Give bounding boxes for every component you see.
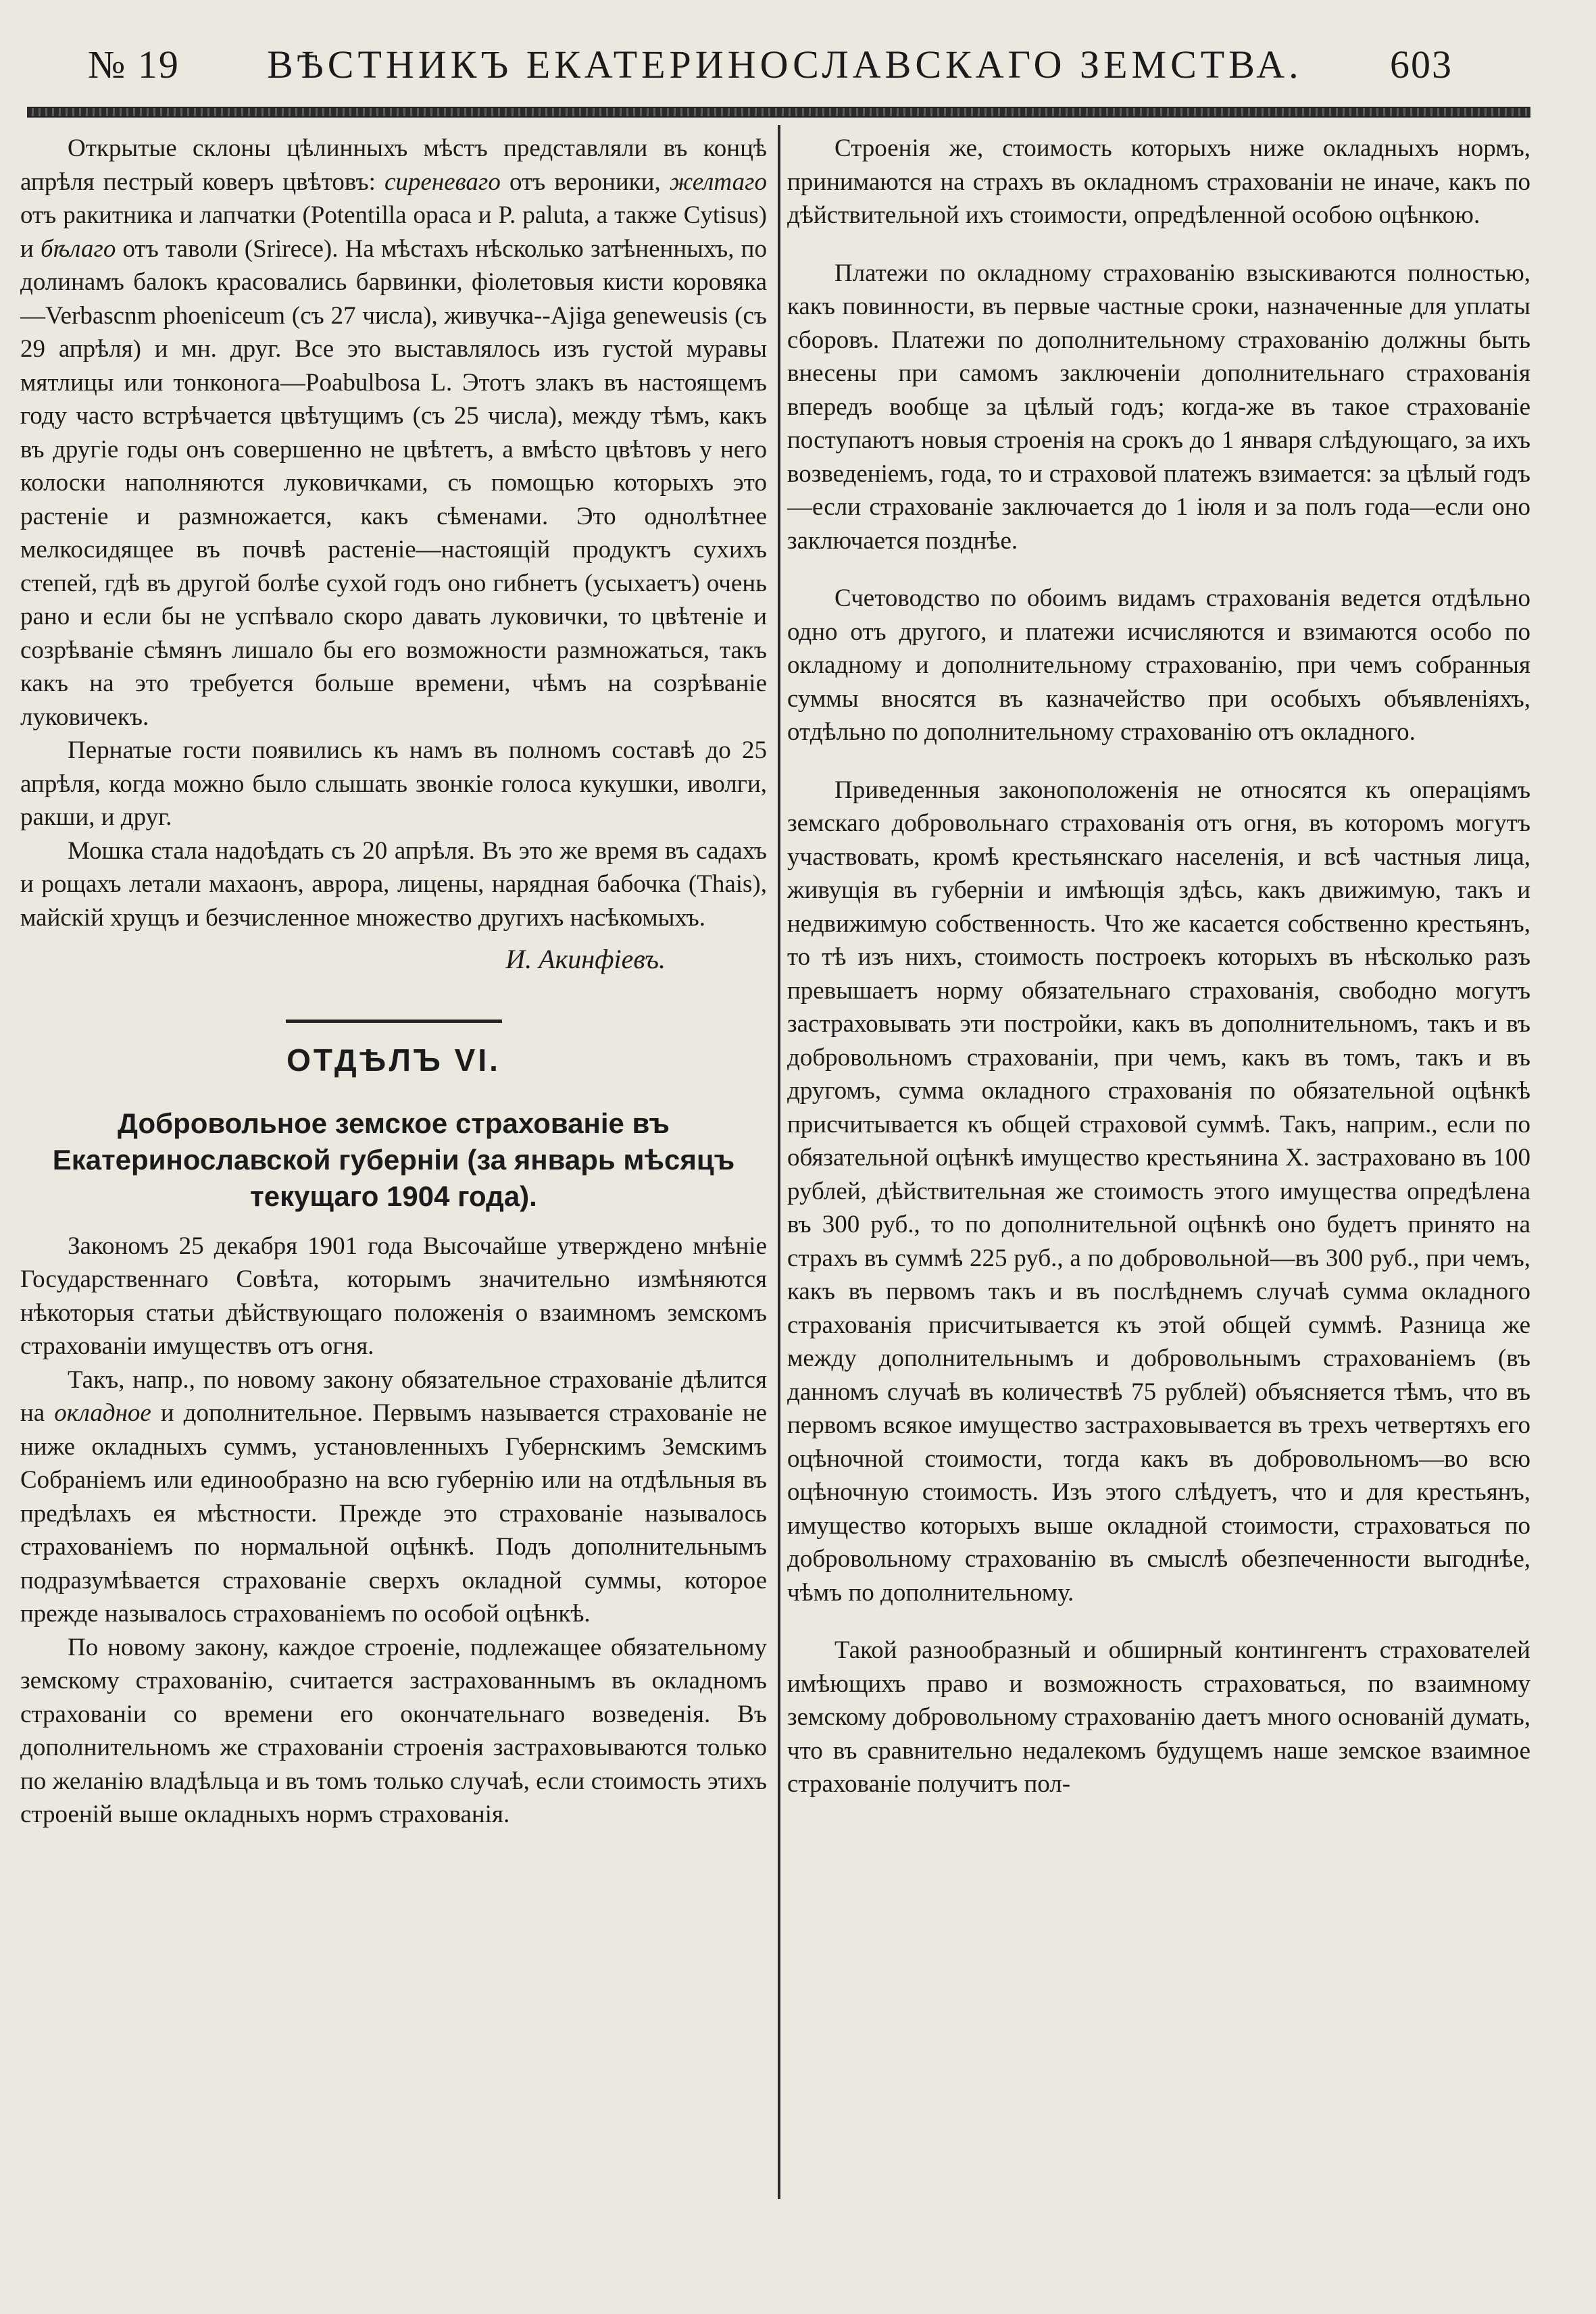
article-title: Добровольное земское страхованіе въ Екатеринославской губерніи (за январь мѣсяцъ текущаго 1904 года).	[52, 1107, 735, 1212]
left-column	[20, 132, 767, 1832]
paragraph-flowers: Открытые склоны цѣлинныхъ мѣстъ представляли въ концѣ апрѣля пестрый коверъ цвѣтовъ: сиреневаго отъ вероники, желтаго отъ ракитника и лапчатки (Potentilla opaca и P. paluta, а также Cytisus) и бѣлаго отъ таволи (Srirece). На мѣстахъ нѣсколько затѣненныхъ, по долинамъ балокъ красовались барвинки, фіолетовыя кисти коровяка—Verbascnm phoeniceum (съ 27 числа), живучка--Ajiga geneweusis (съ 29 апрѣля) и мн. друг. Все это выставлялось изъ густой муравы мятлицы или тонконога—Poabulbosa L. Этотъ злакъ въ настоящемъ году часто встрѣчается цвѣтущимъ (съ 25 числа), между тѣмъ, какъ въ другіе годы онъ совершенно не цвѣтетъ, а вмѣсто цвѣтовъ у него колоски наполняются луковичками, съ помощью которыхъ это растеніе и размножается, какъ сѣменами. Это однолѣтнее мелкосидящее въ почвѣ растеніе—настоящій продуктъ сухихъ степей, гдѣ въ другой болѣе сухой годъ оно гибнетъ (усыхаетъ) очень рано и если бы не успѣвало скоро давать луковички, то цвѣтеніе и созрѣваніе сѣмянъ лишало бы его возможности размножаться, такъ какъ на это требуется больше времени, чѣмъ на созрѣваніе луковичекъ.	[20, 134, 767, 731]
journal-title: ВѢСТНИКЪ ЕКАТЕРИНОСЛАВСКАГО ЗЕМСТВА.	[267, 42, 1303, 86]
paragraph-new-law: По новому закону, каждое строеніе, подлежащее обязательному земскому страхованію, считается застрахованнымъ въ окладномъ страхованіи со времени его окончательнаго возведенія. Въ дополнительномъ же страхованіи строенія застраховываются только по желанію владѣльца и въ томъ только случаѣ, если стоимость этихъ строеній выше окладныхъ нормъ страхованія.	[20, 1633, 767, 1828]
paragraph-law: Закономъ 25 декабря 1901 года Высочайше утверждено мнѣніе Государственнаго Совѣта, которымъ значительно измѣняются нѣкоторыя статьи дѣйствующаго положенія о взаимномъ земскомъ страхованіи имуществъ отъ огня.	[20, 1232, 767, 1360]
paragraph-conclusion: Такой разнообразный и обширный контингентъ страхователей имѣющихъ право и возможность страховаться, по взаимному земскому добровольному страхованію даетъ много основаній думать, что въ сравнительно недалекомъ будущемъ наше земское взаимное страхованіе получитъ пол-	[787, 1636, 1530, 1798]
paragraph-insurance-types: Такъ, напр., по новому закону обязательное страхованіе дѣлится на окладное и дополнительное. Первымъ называется страхованіе не ниже окладныхъ суммъ, установленныхъ Губернскимъ Земскимъ Собраніемъ или единообразно на всю губернію или на отдѣльныя въ предѣлахъ ея мѣстности. Прежде это страхованіе называлось страхованіемъ по нормальной оцѣнкѣ. Подъ дополнительнымъ подразумѣвается страхованіе сверхъ окладной суммы, которое прежде называлось страхованіемъ по особой оцѣнкѣ.	[20, 1365, 767, 1628]
right-column	[787, 132, 1530, 1801]
header-rule	[27, 107, 1530, 118]
paragraph-insects: Мошка стала надоѣдать съ 20 апрѣля. Въ это же время въ садахъ и рощахъ летали махаонъ, аврора, лицены, нарядная бабочка (Thais), майскій хрущъ и безчисленное множество другихъ насѣкомыхъ.	[20, 836, 767, 932]
author-signature: И. Акинфіевъ.	[505, 944, 666, 974]
paragraph-accounting: Счетоводство по обоимъ видамъ страхованія ведется отдѣльно одно отъ другого, и платежи исчисляются и взимаются особо по окладному и дополнительному страхованію, при чемъ собранныя суммы вносятся въ казначейство при особыхъ объявленіяхъ, отдѣльно по дополнительному страхованію отъ окладного.	[787, 584, 1530, 746]
issue-number: № 19	[88, 42, 180, 86]
page-header	[88, 37, 1453, 91]
paragraph-birds: Пернатые гости появились къ намъ въ полномъ составѣ до 25 апрѣля, когда можно было слышать звонкіе голоса кукушки, иволги, ракши, и друг.	[20, 736, 767, 831]
column-separator	[778, 125, 780, 2199]
section-title: ОТДѢЛЪ VI.	[286, 1042, 501, 1078]
page-number: 603	[1389, 42, 1453, 86]
section-rule	[286, 1020, 502, 1023]
paragraph-payments: Платежи по окладному страхованію взыскиваются полностью, какъ повинности, въ первые частные сроки, назначенные для уплаты сборовъ. Платежи по дополнительному страхованію должны быть внесены при самомъ заключеніи дополнительнаго страхованія впередъ вообще за цѣлый годъ; когда-же въ такое страхованіе поступаютъ новыя строенія на срокъ до 1 января слѣдующаго, за ихъ возведеніемъ, года, то и страховой платежъ взимается: за цѣлый годъ—если страхованіе заключается до 1 іюля и за полъ года—если оно заключается позднѣе.	[787, 259, 1530, 555]
paragraph-voluntary: Приведенныя законоположенія не относятся къ операціямъ земскаго добровольнаго страхованія отъ огня, въ которомъ могутъ участвовать, кромѣ крестьянскаго населенія, и всѣ частныя лица, живущія въ губерніи и имѣющія здѣсь, какъ движимую, такъ и недвижимую собственность. Что же касается собственно крестьянъ, то тѣ изъ нихъ, стоимость построекъ которыхъ въ нѣсколько разъ превышаетъ норму обязательнаго страхованія, свободно могутъ застраховывать эти постройки, какъ въ дополнительномъ, такъ и въ добровольномъ страхованіи, при чемъ, какъ въ томъ, такъ и въ другомъ, сумма окладного страхованія по обязательной оцѣнкѣ присчитывается къ общей страховой суммѣ. Такъ, наприм., если по обязательной оцѣнкѣ имущество крестьянина X. застраховано въ 100 рублей, дѣйствительная же стоимость этого имущества опредѣлена въ 300 руб., то по дополнительной оцѣнкѣ оно будетъ принято на страхъ въ суммѣ 225 руб., а по добровольной—въ 300 руб., при чемъ, какъ въ первомъ такъ и въ послѣднемъ случаѣ сумма окладного страхованія присчитывается къ этой общей суммѣ. Разница же между дополнительнымъ и добровольнымъ страхованіемъ (въ данномъ случаѣ въ количествѣ 75 рублей) объясняется тѣмъ, что въ первомъ всякое имущество застраховывается въ трехъ четвертяхъ его оцѣночной стоимости, тогда какъ въ добровольномъ—во всю оцѣночную стоимость. Изъ этого слѣдуетъ, что и для крестьянъ, имущество которыхъ выше окладной стоимости, страховаться по добровольному страхованію въ смыслѣ обезпеченности выгоднѣе, чѣмъ по дополнительному.	[787, 776, 1530, 1607]
paragraph-buildings: Строенія же, стоимость которыхъ ниже окладныхъ нормъ, принимаются на страхъ въ окладномъ страхованіи не иначе, какъ по дѣйствительной ихъ стоимости, опредѣленной особою оцѣнкою.	[787, 134, 1530, 229]
